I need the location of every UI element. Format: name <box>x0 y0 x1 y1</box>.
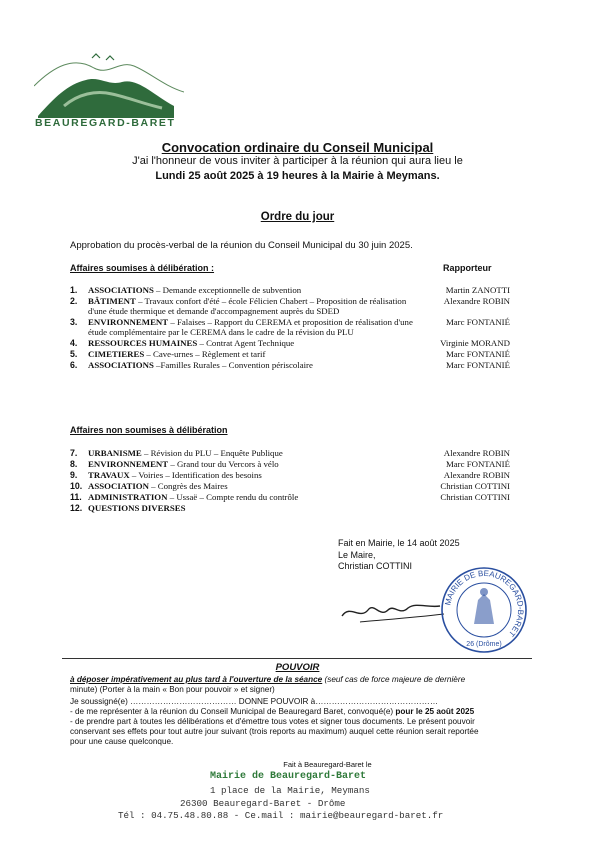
agenda-item-text <box>88 338 418 348</box>
agenda-item-rapporteur: Martin ZANOTTI <box>445 285 510 295</box>
non-deliberation-list <box>70 448 510 514</box>
pouvoir-line-6: conservant ses effets pour tout autre jour suivant (trois reports au maximum) auquel cette réunion serait reportée <box>70 727 479 736</box>
agenda-item-rapporteur: Alexandre ROBIN <box>443 448 510 458</box>
agenda-item-topic: TRAVAUX <box>88 470 130 480</box>
pouvoir-line-1: à déposer impérativement au plus tard à l'ouverture de la séance (seuf cas de force majeure de dernière <box>70 675 466 684</box>
agenda-item <box>70 317 510 337</box>
signature-role: Le Maire, <box>338 549 376 560</box>
document-title: Convocation ordinaire du Conseil Municipal <box>161 140 434 155</box>
agenda-item-detail: – Demande exceptionnelle de subvention <box>153 285 302 295</box>
seal-department: 26 (Drôme) <box>466 641 502 648</box>
agenda-item <box>70 349 510 359</box>
agenda-item-text <box>88 448 418 458</box>
logo-wordmark: BEAUREGARD-BARET <box>35 117 176 129</box>
deliberation-header: Affaires soumises à délibération : <box>70 263 215 273</box>
pouvoir-line-7: pour une cause quelconque. <box>70 737 174 746</box>
footer-contact: Tél : 04.75.48.80.88 - Ce.mail : mairie@beauregard-baret.fr <box>118 810 444 821</box>
made-at-line: Fait à Beauregard-Baret le <box>283 760 372 769</box>
agenda-item-detail: – Travaux confort d'été – école Félicien Chabert – Proposition de réalisation d'une étude thermique et demande d'accompagnement auprès du SDED <box>88 296 407 316</box>
agenda-item <box>70 285 510 295</box>
agenda-item-topic: QUESTIONS DIVERSES <box>88 503 186 513</box>
agenda-item-topic: RESSOURCES HUMAINES <box>88 338 198 348</box>
agenda-item <box>70 503 510 513</box>
signature-name: Christian COTTINI <box>338 561 413 571</box>
agenda-item-topic: URBANISME <box>88 448 142 458</box>
agenda-item-text <box>88 296 418 316</box>
agenda-item-text <box>88 503 418 513</box>
agenda-item <box>70 448 510 458</box>
agenda-item-rapporteur: Virginie MORAND <box>440 338 510 348</box>
signature-place-date: Fait en Mairie, le 14 août 2025 <box>338 538 460 548</box>
agenda-item-number: 11. <box>70 492 82 502</box>
pouvoir-line-4: - de me représenter à la réunion du Conseil Municipal de Beauregard Baret, convoqué(e) pour le 25 août 2025 <box>70 707 475 716</box>
agenda-item-topic: ASSOCIATIONS <box>88 360 154 370</box>
agenda-item-number: 6. <box>70 360 78 370</box>
handwritten-signature <box>340 590 450 630</box>
pouvoir-line-3: Je soussigné(e) ………………………………… DONNE POUVOIR à……………………………………… <box>70 697 439 706</box>
agenda-item <box>70 296 510 316</box>
agenda-item-text <box>88 349 418 359</box>
invitation-text: J'ai l'honneur de vous inviter à participer à la réunion qui aura lieu le <box>132 155 463 167</box>
agenda-item-topic: ENVIRONNEMENT <box>88 317 169 327</box>
agenda-item-detail: –Familles Rurales – Convention périscolaire <box>153 360 313 370</box>
agenda-item-text <box>88 360 418 370</box>
agenda-item-number: 3. <box>70 317 78 327</box>
agenda-item-rapporteur: Marc FONTANIÉ <box>445 360 510 370</box>
agenda-item-number: 5. <box>70 349 78 359</box>
agenda-item <box>70 492 510 502</box>
agenda-item-detail: – Ussaë – Compte rendu du contrôle <box>167 492 299 502</box>
seal-text: MAIRIE DE BEAUREGARD-BARET <box>443 568 526 639</box>
agenda-item-rapporteur: Marc FONTANIÉ <box>445 459 510 469</box>
agenda-item-number: 7. <box>70 448 78 458</box>
pouvoir-line-2: minute) (Porter à la main « Bon pour pouvoir » et signer) <box>70 685 275 694</box>
agenda-item-detail: – Grand tour du Vercors à vélo <box>168 459 279 469</box>
deliberation-list <box>70 285 510 371</box>
municipality-logo <box>34 46 184 118</box>
agenda-item-detail: – Cave-urnes – Règlement et tarif <box>144 349 266 359</box>
agenda-item-text <box>88 481 418 491</box>
agenda-item-number: 9. <box>70 470 78 480</box>
footer-address-1: 1 place de la Mairie, Meymans <box>210 785 370 796</box>
agenda-item-rapporteur: Alexandre ROBIN <box>443 470 510 480</box>
meeting-date-place: Lundi 25 août 2025 à 19 heures à la Mairie à Meymans. <box>155 170 440 182</box>
agenda-item-rapporteur: Alexandre ROBIN <box>443 296 510 306</box>
agenda-item-detail: – Voiries – Identification des besoins <box>129 470 262 480</box>
section-divider <box>62 658 532 659</box>
agenda-item-text <box>88 285 418 295</box>
agenda-item <box>70 481 510 491</box>
agenda-item-rapporteur: Marc FONTANIÉ <box>445 349 510 359</box>
agenda-item-number: 1. <box>70 285 78 295</box>
agenda-item-text <box>88 459 418 469</box>
pouvoir-title: POUVOIR <box>275 662 320 673</box>
footer-address-2: 26300 Beauregard-Baret - Drôme <box>180 798 346 809</box>
agenda-item-number: 8. <box>70 459 78 469</box>
agenda-item-topic: CIMETIERES <box>88 349 145 359</box>
agenda-item-rapporteur: Christian COTTINI <box>440 492 510 502</box>
rapporteur-header: Rapporteur <box>443 263 492 273</box>
agenda-item <box>70 360 510 370</box>
agenda-item-text <box>88 492 418 502</box>
agenda-item-topic: BÂTIMENT <box>88 296 136 306</box>
non-deliberation-header: Affaires non soumises à délibération <box>70 425 228 435</box>
agenda-item-rapporteur: Marc FONTANIÉ <box>445 317 510 327</box>
agenda-item-detail: – Falaises – Rapport du CEREMA et proposition de réalisation d'une étude complémentaire par le CEREMA dans le cadre de la révision du PLU <box>88 317 413 337</box>
agenda-item-rapporteur: Christian COTTINI <box>440 481 510 491</box>
approval-line: Approbation du procès-verbal de la réunion du Conseil Municipal du 30 juin 2025. <box>70 240 413 251</box>
agenda-item <box>70 338 510 348</box>
agenda-item <box>70 459 510 469</box>
agenda-item-number: 12. <box>70 503 83 513</box>
footer-mairie-name: Mairie de Beauregard-Baret <box>210 771 367 782</box>
agenda-item-number: 10. <box>70 481 83 491</box>
agenda-item-topic: ASSOCIATIONS <box>88 285 154 295</box>
agenda-title: Ordre du jour <box>260 211 335 223</box>
agenda-item-topic: ENVIRONNEMENT <box>88 459 169 469</box>
agenda-item <box>70 470 510 480</box>
official-seal <box>440 566 528 654</box>
agenda-item-detail: – Contrat Agent Technique <box>197 338 295 348</box>
pouvoir-line-5: - de prendre part à toutes les délibérations et d'émettre tous votes et signer tous documents. Le présent pouvoir <box>70 717 475 726</box>
agenda-item-number: 4. <box>70 338 78 348</box>
agenda-item-text <box>88 470 418 480</box>
agenda-item-detail: – Congrès des Maires <box>148 481 228 491</box>
agenda-item-text <box>88 317 418 337</box>
agenda-item-number: 2. <box>70 296 78 306</box>
agenda-item-topic: ASSOCIATION <box>88 481 149 491</box>
agenda-item-detail: – Révision du PLU – Enquête Publique <box>141 448 283 458</box>
agenda-item-topic: ADMINISTRATION <box>88 492 168 502</box>
